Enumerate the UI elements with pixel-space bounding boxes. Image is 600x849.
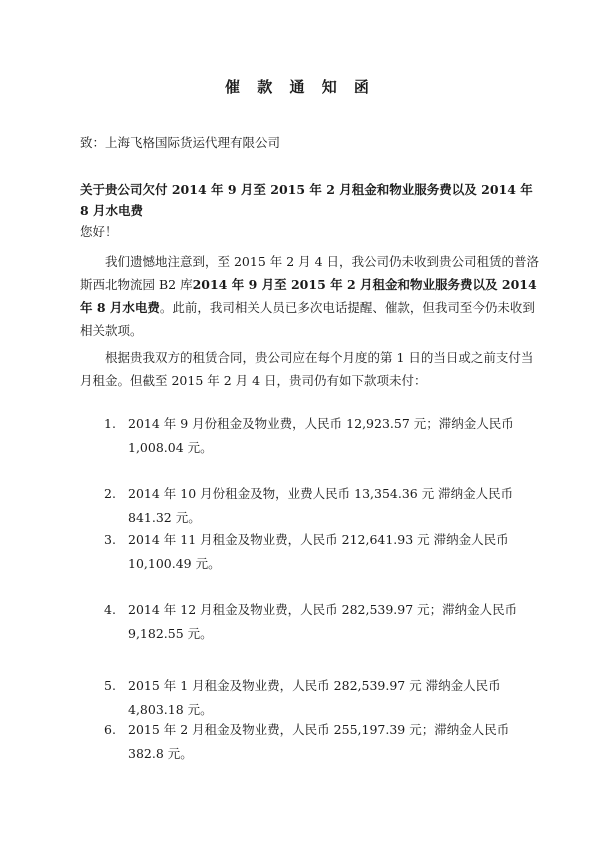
greeting: 您好！ bbox=[80, 224, 118, 239]
document-title: 催 款 通 知 函 bbox=[225, 78, 375, 96]
paragraph-2: 根据贵我双方的租赁合同，贵公司应在每个月度的第 1 日的当日或之前支付当月租金。但截至 2015 年 2 月 4 日，贵司仍有如下款项未付： bbox=[80, 350, 534, 388]
paragraph-1-text-a: 我们遗憾地注意到，至 2015 年 2 月 4 日，我公司仍未收到贵公司租赁的普洛斯西北物流园 B2 库 bbox=[80, 254, 540, 292]
list-item-text: 2014 年 9 月份租金及物业费，人民币 12,923.57 元；滞纳金人民币 1,008.04 元。 bbox=[128, 416, 514, 455]
list-item-text: 2015 年 2 月租金及物业费，人民币 255,197.39 元；滞纳金人民币 382.8 元。 bbox=[128, 722, 510, 761]
list-item-text: 2014 年 11 月租金及物业费，人民币 212,641.93 元 滞纳金人民币 10,100.49 元。 bbox=[128, 532, 509, 571]
list-item-number: 5. bbox=[104, 678, 116, 693]
list-item-number: 3. bbox=[104, 532, 116, 547]
paragraph-1 bbox=[80, 250, 542, 342]
list-item-number: 1. bbox=[104, 416, 116, 431]
list-item-text: 2014 年 10 月份租金及物，业费人民币 13,354.36 元 滞纳金人民币 841.32 元。 bbox=[128, 486, 514, 525]
paragraph-1-bold: 2014 年 9 月至 2015 年 2 月租金和物业服务费以及 2014 年 8 月水电费 bbox=[80, 277, 537, 315]
list-item-number: 2. bbox=[104, 486, 116, 501]
subject-line: 关于贵公司欠付 2014 年 9 月至 2015 年 2 月租金和物业服务费以及 2014 年 8 月水电费 bbox=[80, 182, 533, 218]
list-item-number: 6. bbox=[104, 722, 116, 737]
list-item-text: 2015 年 1 月租金及物业费，人民币 282,539.97 元 滞纳金人民币 4,803.18 元。 bbox=[128, 678, 501, 717]
paragraph-1-text-b: 。此前，我司相关人员已多次电话提醒、催款，但我司至今仍未收到相关款项。 bbox=[80, 300, 535, 338]
list-item-text: 2014 年 12 月租金及物业费，人民币 282,539.97 元；滞纳金人民币 9,182.55 元。 bbox=[128, 602, 518, 641]
list-item-number: 4. bbox=[104, 602, 116, 617]
recipient-line: 致：上海飞格国际货运代理有限公司 bbox=[80, 135, 281, 150]
